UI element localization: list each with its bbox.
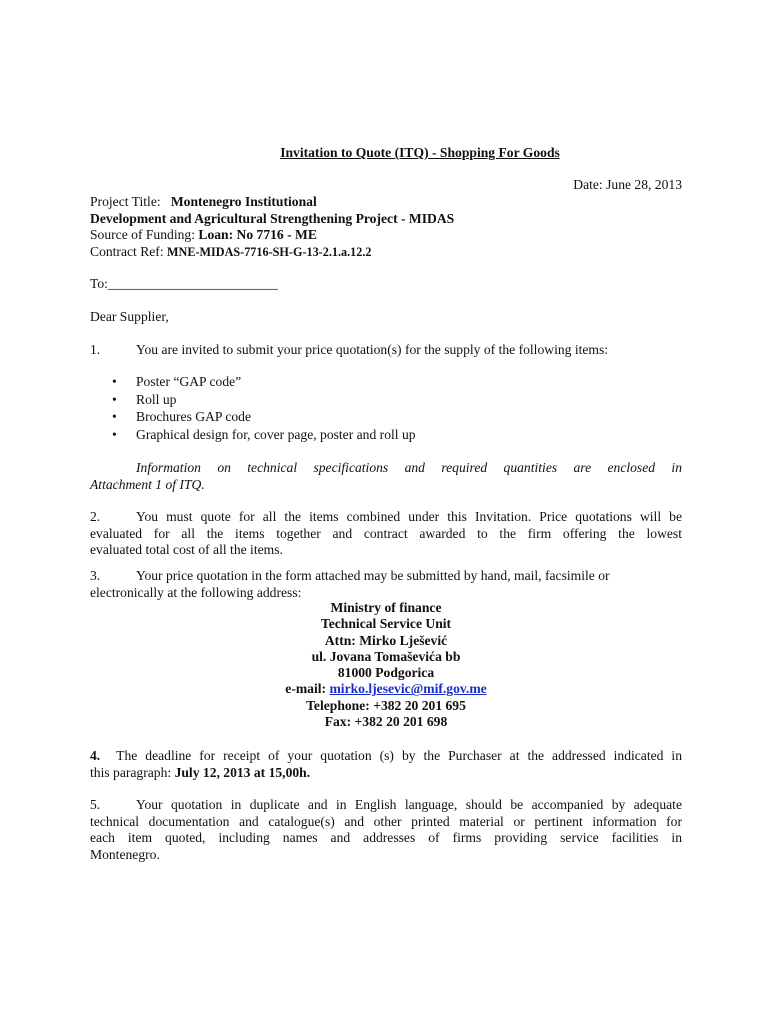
paragraph-5-line-4: Montenegro. [90,846,160,862]
paragraph-5-line-1 [90,797,682,814]
paragraph-4-line-1 [90,748,682,765]
project-title-line [90,194,682,211]
paragraph-5-number: 5. [90,797,101,812]
paragraph-2-number: 2. [90,509,101,524]
paragraph-3-number: 3. [90,568,101,583]
paragraph-3-line-2: electronically at the following address: [90,584,302,600]
paragraph-2-line-2: evaluated for all the items together and contract awarded to the firm offering the lowest [90,525,682,541]
paragraph-4-number: 4. [90,748,101,763]
email-link[interactable]: mirko.ljesevic@mif.gov.me [329,681,487,697]
address-line: Technical Service Unit [320,616,452,632]
list-item: • Brochures GAP code [90,409,416,427]
project-info [90,194,682,260]
email-label: e-mail: [285,681,330,697]
paragraph-5-line-3: each item quoted, including names and addresses of firms providing service facilities in [90,830,682,845]
paragraph-4 [90,748,682,781]
address-line: ul. Jovana Tomaševića bb [311,648,461,664]
technical-info [90,460,682,493]
list-item: • Poster “GAP code” [90,374,416,392]
document-date: Date: June 28, 2013 [573,177,682,192]
address-block [90,600,682,730]
paragraph-3 [90,568,682,601]
funding-value: Loan: No 7716 - ME [198,227,317,242]
project-title-value-2: Development and Agricultural Strengthening Project - MIDAS [90,210,455,226]
paragraph-2-line-3: evaluated total cost of all the items. [90,542,283,557]
paragraph-1-text: You are invited to submit your price quotation(s) for the supply of the following items: [136,342,609,357]
item-list [90,374,416,444]
list-item: • Roll up [90,392,416,410]
paragraph-1 [90,342,682,359]
page-title: Invitation to Quote (ITQ) - Shopping For Goods [280,145,560,160]
project-title-value-1: Montenegro Institutional [170,194,317,209]
list-item: • Graphical design for, cover page, poster and roll up [90,427,416,445]
paragraph-5-line-2: technical documentation and catalogue(s) and other printed material or pertinent information for [90,813,682,829]
paragraph-3-line-1 [90,568,682,585]
funding-line [90,227,682,244]
address-line: Ministry of finance [330,600,442,615]
telephone-line: Telephone: +382 20 201 695 [306,697,466,713]
contract-line [90,244,682,261]
paragraph-5 [90,797,682,863]
paragraph-4-line-1-text: The deadline for receipt of your quotation (s) by the Purchaser at the addressed indicated in [116,748,682,763]
address-line: 81000 Podgorica [337,665,435,681]
fax-line: Fax: +382 20 201 698 [324,714,448,730]
contract-value: MNE-MIDAS-7716-SH-G-13-2.1.a.12.2 [167,244,372,259]
to-line: To:_________________________ [90,276,278,291]
project-title-line-2 [90,211,682,228]
paragraph-2-line-1 [90,509,682,526]
paragraph-4-line-2 [90,765,682,782]
technical-info-line-1: Information on technical specifications and required quantities are enclosed in [136,460,682,475]
email-line [90,681,682,697]
paragraph-2 [90,509,682,559]
technical-info-line-2: Attachment 1 of ITQ. [90,476,205,492]
funding-label: Source of Funding: [90,227,195,242]
salutation: Dear Supplier, [90,309,169,324]
paragraph-3-line-1-text: Your price quotation in the form attached may be submitted by hand, mail, facsimile or [136,568,610,583]
project-title-label: Project Title: [90,194,161,209]
paragraph-4-prefix: this paragraph: [90,764,175,780]
paragraph-2-line-1-text: You must quote for all the items combined under this Invitation. Price quotations will be [136,509,682,524]
contract-label: Contract Ref: [90,243,164,259]
paragraph-5-line-1-text: Your quotation in duplicate and in English language, should be accompanied by adequate [136,797,682,812]
paragraph-1-number: 1. [90,342,101,357]
deadline: July 12, 2013 at 15,00h. [174,764,311,780]
address-line: Attn: Mirko Lješević [324,632,448,648]
